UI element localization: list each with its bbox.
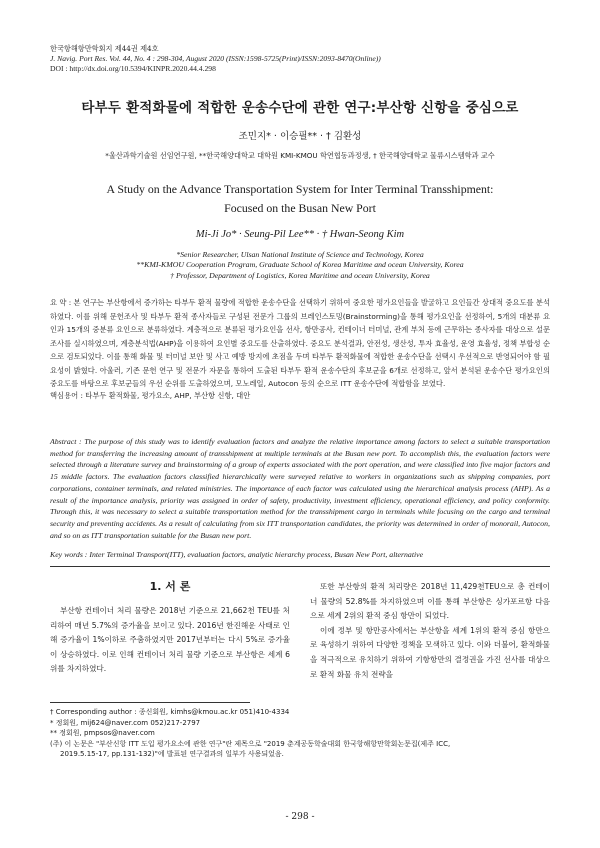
right-paragraph-1: 또한 부산항의 환적 처리량은 2018년 11,429천TEU으로 총 컨테이너 물량의 52.8%를 차지하였으며 이를 통해 부산항은 싱가포르항 다음으로 세계 2위의 환적 중심 항만이 되었다. xyxy=(310,582,550,621)
right-column xyxy=(310,580,550,682)
footnote-rule xyxy=(50,702,250,703)
left-paragraph: 부산항 컨테이너 처리 물량은 2018년 기준으로 21,662천 TEU를 처리하여 매년 5.7%의 증가율을 보이고 있다. 2016년 한진해운 사태로 인해 증가율이 1%이하로 주춤하였지만 2017년부터는 다시 5%로 증가율이 상승하였다. 이로 인해 컨테이너 처리 물량 기준으로 부산항은 세계 6위를 차지하였다. xyxy=(50,606,290,674)
affiliation-en-3: † Professor, Department of Logistics, Korea Maritime and ocean University, Korea xyxy=(170,270,430,280)
affiliation-en-1: *Senior Researcher, Ulsan National Institute of Science and Technology, Korea xyxy=(176,250,424,259)
paper-title-ko: 타부두 환적화물에 적합한 운송수단에 관한 연구:부산항 신항을 중심으로 xyxy=(81,100,519,116)
footnotes xyxy=(50,707,550,760)
right-paragraph-2: 이에 정부 및 항만공사에서는 부산항을 세계 1위의 환적 중심 항만으로 육성하기 위하여 다양한 정책을 모색하고 있다. 이와 더불어, 환적화물을 적극적으로 유치하기 위하여 기항항만의 결정권을 가진 선사를 대상으로 환적 화물 유치 전략을 xyxy=(310,625,550,679)
section-heading: 1. 서 론 xyxy=(149,580,191,593)
title-en-line2: Focused on the Busan New Port xyxy=(224,201,376,215)
footnote-corresponding: † Corresponding author : 종신회원, kimhs@kmou.ac.kr 051)410-4334 xyxy=(50,708,290,716)
affiliation-en-2: **KMI-KMOU Cooperation Program, Graduate School of Korea Maritime and ocean University, Korea xyxy=(136,260,464,270)
abstract-ko: 요 약 : 본 연구는 부산항에서 증가하는 타부두 환적 물량에 적합한 운송수단을 선택하기 위하여 중요한 평가요인들을 발굴하고 요인들간 상대적 중요도를 분석하였다. 이를 위해 문헌조사 및 타부두 환적 종사자들로 구성된 전문가 그룹의 브레인스토밍(Brainstorming)을 통해 평가요인을 선정하여, 5개의 대분류 요인과 15개의 중분류 요인으로 분류하였다. 계층적으로 분류된 평가요인을 선사, 항만공사, 컨테이너 터미널, 관계 부처 등에 근무하는 종사자를 대상으로 설문 조사를 실시하였으며, 계층분석법(AHP)을 이용하여 요인별 중요도를 산출하였다. 중요도 분석결과, 안전성, 생산성, 투자 효율성, 운영 효율성, 정책 부합성 순으로 검토되었다. 이를 통해 화물 및 터미널 보안 및 사고 예방 방지에 초점을 두며 타부두 환적화물에 적합한 운송수단을 선택시 우선적으로 반영되어야 함 필요성이 밝혔다. 아울러, 기존 문헌 연구 및 전문가 자문을 통하여 도출된 타부두 환적 운송수단의 후보군을 6개로 선정하고, 앞서 분석된 운송수단 평가요인의 중요도를 바탕으로 후보군들의 우선 순위를 도출하였으며, 모노레일, Autocon 등의 순으로 ITT 운송수단에 적합함을 보였다. xyxy=(50,298,550,388)
left-column xyxy=(50,604,290,677)
footnote-author2: ** 정회원, pmpsos@naver.com xyxy=(50,729,155,738)
footnote-author1: * 정회원, mij624@naver.com 052)217-2797 xyxy=(50,718,201,727)
keywords-en: Key words : Inter Terminal Transport(ITT), evaluation factors, analytic hierarchy process, Busan New Port, alternative xyxy=(50,550,424,559)
journal-header xyxy=(50,44,381,75)
paper-title-en xyxy=(40,180,560,218)
keywords-ko: 핵심용어 : 타부두 환적화물, 평가요소, AHP, 부산항 신항, 대안 xyxy=(50,391,251,400)
authors-ko: 조민지* · 이승필** · † 김환성 xyxy=(238,131,362,142)
affiliations-ko: *울산과학기술원 선임연구원, **한국해양대학교 대학원 KMI-KMOU 학연협동과정생, † 한국해양대학교 물류시스템학과 교수 xyxy=(105,151,495,160)
footnote-note: (주) 이 논문은 "부산신항 ITT 도입 평가요소에 관한 연구"란 제목으로 "2019 춘계공동학술대회 한국항해항만학회논문집(제주 ICC, xyxy=(50,739,451,748)
authors-en: Mi-Ji Jo* · Seung-Pil Lee** · † Hwan-Seong Kim xyxy=(195,229,405,240)
divider-rule xyxy=(50,566,550,567)
page-number: - 298 - xyxy=(285,812,315,822)
doi-line: DOI : http://dx.doi.org/10.5394/KINPR.2020.44.4.298 xyxy=(50,64,216,74)
abstract-en: Abstract : The purpose of this study was to identify evaluation factors and analyze the relative importance among factors to select a suitable transportation method for transferring the increasing amount of transshipment at multiple terminals at the Busan new port. To accomplish this, the evaluation factors were selected through a literature survey and brainstorming of a group of experts associated with the port operation, and were classified into five major factors and 15 middle factors. The evaluation factors classified hierarchically were surveyed relative to workers in organizations such as shipping companies, port corporations, container terminals, and related ministries. The importance of each factor was calculated using the hierarchical analysis process (AHP). As a result of the importance analysis, priority was assigned in order of safety, productivity, investment efficiency, operational efficiency, and policy conformity. Through this, it was necessary to select a suitable transportation method for the transshipment cargo in terminals while focusing on the cargo and terminal security and preventing accidents. As a result of calculating from six ITT transportation candidates, the priority was determined in order of monorail, Autocon, and so on as ITT transportation suitable for the Busan new port. xyxy=(50,437,550,540)
title-en-line1: A Study on the Advance Transportation System for Inter Terminal Transshipment: xyxy=(106,182,494,196)
journal-citation: J. Navig. Port Res. Vol. 44, No. 4 : 298-304, August 2020 (ISSN:1598-5725(Print)/ISSN:2093-8470(Online)) xyxy=(50,54,381,64)
footnote-note-cont: 2019.5.15-17, pp.131-132)"에 발표된 연구결과의 일부가 사용되었음. xyxy=(60,750,284,759)
affiliations-en xyxy=(0,250,600,281)
journal-name-ko: 한국항해항만학회지 제44권 제4호 xyxy=(50,44,159,53)
